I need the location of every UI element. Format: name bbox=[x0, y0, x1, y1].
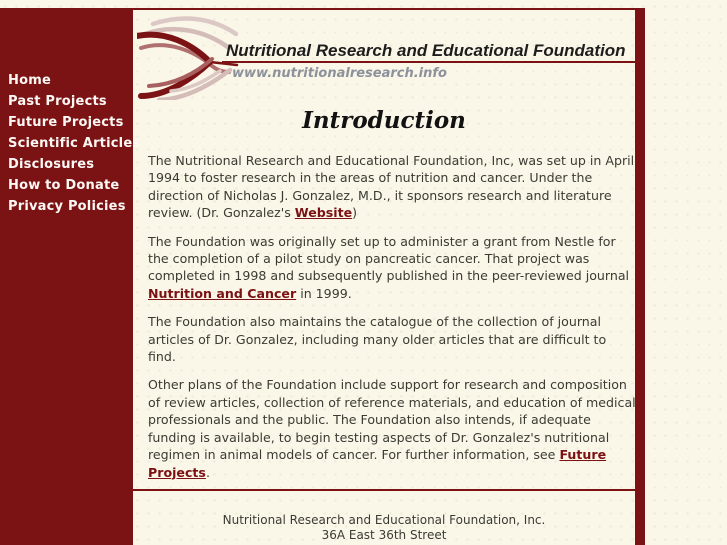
paragraph-text: in 1999. bbox=[296, 285, 352, 301]
paragraph-text: The Foundation was originally set up to administer a grant from Nestle for the completion of a pilot study on pancreatic cancer. That project was completed in 1998 and subsequently published in the peer-reviewed journal bbox=[148, 233, 630, 284]
sidebar-item-how-to-donate[interactable]: How to Donate bbox=[8, 178, 120, 193]
site-header bbox=[133, 10, 635, 102]
site-title: Nutritional Research and Educational Foundation bbox=[226, 41, 626, 60]
main-content bbox=[133, 10, 635, 545]
sidebar-item-home[interactable]: Home bbox=[8, 73, 51, 88]
paragraph-text: The Nutritional Research and Educational Foundation, Inc, was set up in April 1994 to foster research in the areas of nutrition and cancer. Under the direction of Nicholas J. Gonzalez, M.D., it sponsors research and literature review. (Dr. Gonzalez's bbox=[148, 153, 635, 221]
paragraph-text: . bbox=[205, 464, 210, 480]
website-link[interactable]: Website bbox=[294, 205, 353, 221]
intro-paragraph-1 bbox=[148, 152, 636, 222]
paragraph-text: Other plans of the Foundation include support for research and composition of review articles, collection of reference materials, and education of medical professionals and the public. The Foundation also intends, if adequate funding is available, to begin testing aspects of Dr. Gonzalez's nutritional regimen in animal models of cancer. For further information, see bbox=[148, 377, 636, 463]
intro-paragraph-3 bbox=[148, 313, 636, 365]
intro-paragraph-2 bbox=[148, 233, 636, 303]
sidebar-item-future-projects[interactable]: Future Projects bbox=[8, 115, 124, 130]
sidebar-item-past-projects[interactable]: Past Projects bbox=[8, 94, 107, 109]
footer-divider bbox=[133, 489, 645, 491]
paragraph-text: The Foundation also maintains the catalogue of the collection of journal articles of Dr. Gonzalez, including many older articles that are difficult to find. bbox=[148, 314, 607, 365]
frame-right-border bbox=[635, 8, 645, 545]
sidebar-item-scientific-articles[interactable]: Scientific Articles bbox=[8, 136, 141, 151]
future-projects-link[interactable]: Future Projects bbox=[148, 447, 607, 480]
intro-text bbox=[133, 152, 635, 481]
page-title: Introduction bbox=[302, 107, 466, 134]
page-footer bbox=[133, 513, 635, 543]
paragraph-text: ) bbox=[352, 205, 358, 221]
intro-paragraph-4 bbox=[148, 376, 636, 480]
site-url: www.nutritionalresearch.info bbox=[232, 66, 447, 81]
sidebar-item-disclosures[interactable]: Disclosures bbox=[8, 157, 95, 172]
title-underline bbox=[222, 61, 645, 63]
sidebar-item-privacy-policies[interactable]: Privacy Policies bbox=[8, 199, 126, 214]
sidebar bbox=[0, 8, 141, 545]
footer-org-name: Nutritional Research and Educational Foundation, Inc. bbox=[222, 512, 546, 527]
swoosh-wing-logo-icon bbox=[137, 12, 239, 104]
footer-address: 36A East 36th Street bbox=[321, 527, 447, 542]
nutrition-and-cancer-link[interactable]: Nutrition and Cancer bbox=[148, 285, 297, 301]
